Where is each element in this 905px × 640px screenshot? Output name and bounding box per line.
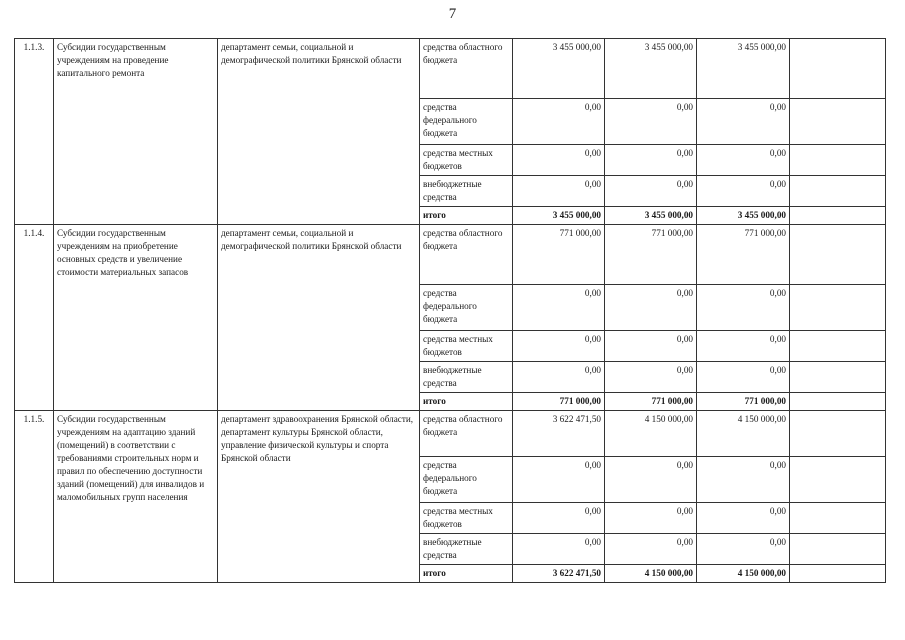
empty-cell: [790, 362, 886, 393]
empty-cell: [790, 331, 886, 362]
value-year3: 4 150 000,00: [697, 411, 790, 457]
empty-cell: [790, 145, 886, 176]
empty-cell: [790, 285, 886, 331]
empty-cell: [790, 565, 886, 583]
empty-cell: [790, 411, 886, 457]
value-year2: 0,00: [605, 534, 697, 565]
source-label: внебюджетные средства: [420, 176, 513, 207]
empty-cell: [790, 99, 886, 145]
value-year1: 0,00: [513, 145, 605, 176]
source-label: внебюджетные средства: [420, 362, 513, 393]
total-year2: 4 150 000,00: [605, 565, 697, 583]
empty-cell: [790, 39, 886, 99]
value-year2: 771 000,00: [605, 225, 697, 285]
empty-cell: [790, 534, 886, 565]
total-year3: 3 455 000,00: [697, 207, 790, 225]
total-label: итого: [420, 207, 513, 225]
budget-table: [14, 38, 886, 583]
value-year1: 3 622 471,50: [513, 411, 605, 457]
value-year1: 0,00: [513, 534, 605, 565]
empty-cell: [790, 207, 886, 225]
value-year1: 0,00: [513, 503, 605, 534]
empty-cell: [790, 225, 886, 285]
value-year3: 0,00: [697, 176, 790, 207]
table-row: [15, 39, 886, 99]
total-year2: 771 000,00: [605, 393, 697, 411]
item-name: Субсидии государственным учреждениям на приобретение основных средств и увеличение стоимости материальных запасов: [54, 225, 218, 411]
empty-cell: [790, 393, 886, 411]
value-year3: 771 000,00: [697, 225, 790, 285]
source-label: средства местных бюджетов: [420, 145, 513, 176]
item-name: Субсидии государственным учреждениям на адаптацию зданий (помещений) в соответствии с требованиями строительных норм и правил по обеспечению доступности зданий (помещений) для инвалидов и маломобильных групп населения: [54, 411, 218, 583]
source-label: средства федерального бюджета: [420, 457, 513, 503]
empty-cell: [790, 176, 886, 207]
value-year1: 0,00: [513, 176, 605, 207]
value-year2: 3 455 000,00: [605, 39, 697, 99]
source-label: внебюджетные средства: [420, 534, 513, 565]
table-row: [15, 225, 886, 285]
table-row: [15, 411, 886, 457]
item-name: Субсидии государственным учреждениям на проведение капитального ремонта: [54, 39, 218, 225]
value-year1: 0,00: [513, 457, 605, 503]
source-label: средства областного бюджета: [420, 225, 513, 285]
value-year3: 3 455 000,00: [697, 39, 790, 99]
source-label: средства областного бюджета: [420, 411, 513, 457]
item-executor: департамент семьи, социальной и демографической политики Брянской области: [218, 225, 420, 411]
value-year3: 0,00: [697, 145, 790, 176]
total-label: итого: [420, 393, 513, 411]
value-year3: 0,00: [697, 362, 790, 393]
total-label: итого: [420, 565, 513, 583]
value-year3: 0,00: [697, 503, 790, 534]
value-year1: 0,00: [513, 331, 605, 362]
value-year1: 0,00: [513, 362, 605, 393]
page-number: 7: [448, 6, 457, 22]
value-year3: 0,00: [697, 457, 790, 503]
total-year2: 3 455 000,00: [605, 207, 697, 225]
value-year2: 0,00: [605, 99, 697, 145]
total-year1: 3 622 471,50: [513, 565, 605, 583]
value-year2: 0,00: [605, 176, 697, 207]
source-label: средства федерального бюджета: [420, 285, 513, 331]
total-year1: 771 000,00: [513, 393, 605, 411]
value-year2: 0,00: [605, 457, 697, 503]
value-year3: 0,00: [697, 285, 790, 331]
value-year2: 0,00: [605, 362, 697, 393]
empty-cell: [790, 503, 886, 534]
source-label: средства местных бюджетов: [420, 503, 513, 534]
value-year2: 0,00: [605, 331, 697, 362]
value-year3: 0,00: [697, 534, 790, 565]
value-year1: 0,00: [513, 99, 605, 145]
item-number: 1.1.4.: [15, 225, 54, 411]
empty-cell: [790, 457, 886, 503]
total-year3: 4 150 000,00: [697, 565, 790, 583]
value-year3: 0,00: [697, 331, 790, 362]
value-year1: 3 455 000,00: [513, 39, 605, 99]
total-year1: 3 455 000,00: [513, 207, 605, 225]
value-year2: 0,00: [605, 285, 697, 331]
item-number: 1.1.3.: [15, 39, 54, 225]
item-executor: департамент семьи, социальной и демографической политики Брянской области: [218, 39, 420, 225]
source-label: средства федерального бюджета: [420, 99, 513, 145]
value-year1: 771 000,00: [513, 225, 605, 285]
total-year3: 771 000,00: [697, 393, 790, 411]
item-number: 1.1.5.: [15, 411, 54, 583]
value-year2: 0,00: [605, 503, 697, 534]
item-executor: департамент здравоохранения Брянской области, департамент культуры Брянской области, управление физической культуры и спорта Брянской области: [218, 411, 420, 583]
source-label: средства местных бюджетов: [420, 331, 513, 362]
source-label: средства областного бюджета: [420, 39, 513, 99]
value-year3: 0,00: [697, 99, 790, 145]
value-year2: 4 150 000,00: [605, 411, 697, 457]
value-year1: 0,00: [513, 285, 605, 331]
value-year2: 0,00: [605, 145, 697, 176]
